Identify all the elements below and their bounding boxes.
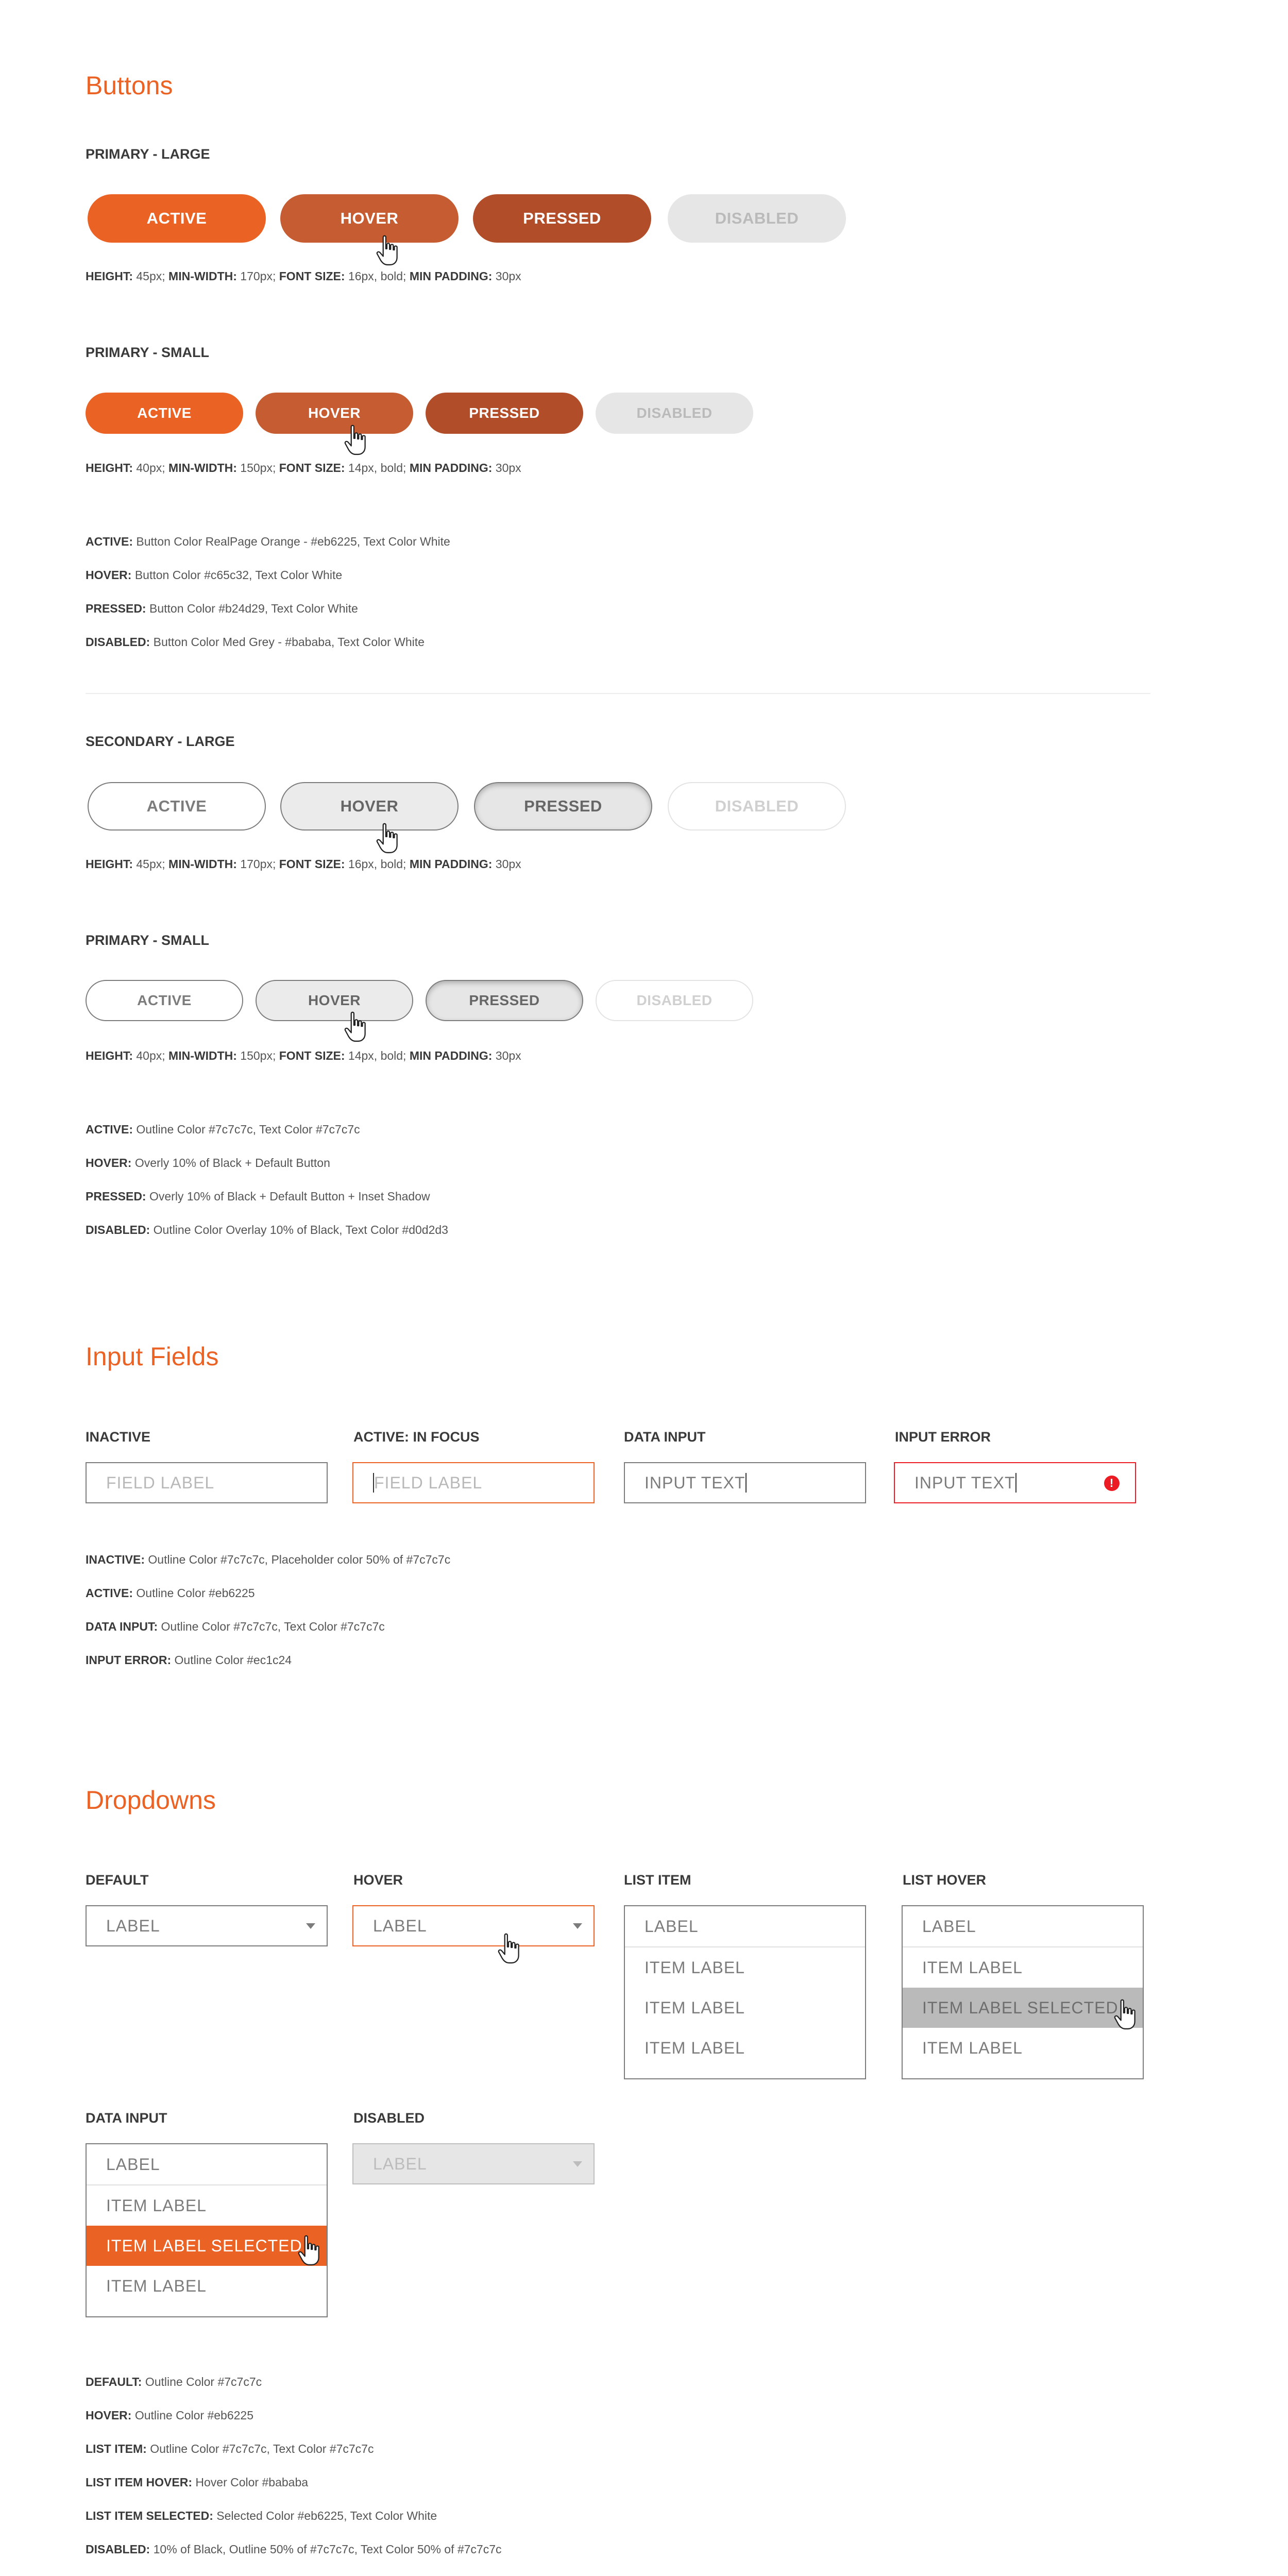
secondary-large-active-button[interactable]: ACTIVE	[88, 782, 266, 831]
dropdown-note-selected: LIST ITEM SELECTED: Selected Color #eb6225, Text Color White	[86, 2509, 437, 2522]
secondary-small-pressed-button[interactable]: PRESSED	[426, 980, 583, 1021]
primary-note-disabled: DISABLED: Button Color Med Grey - #bababa, Text Color White	[86, 635, 425, 649]
error-input-value: INPUT TEXT	[914, 1473, 1015, 1492]
caret-down-icon	[573, 2161, 582, 2167]
secondary-small-label: PRIMARY - SMALL	[86, 933, 209, 948]
primary-small-spec: HEIGHT: 40px; MIN-WIDTH: 150px; FONT SIZE: 14px, bold; MIN PADDING: 30px	[86, 461, 521, 474]
primary-small-label: PRIMARY - SMALL	[86, 345, 209, 360]
secondary-large-hover-button[interactable]: HOVER	[280, 782, 459, 831]
list-item-dropdown[interactable]	[624, 1905, 866, 2079]
list-item[interactable]: ITEM LABEL	[106, 2276, 207, 2295]
dropdown-note-hover: HOVER: Outline Color #eb6225	[86, 2409, 254, 2422]
text-caret	[1015, 1473, 1016, 1493]
input-focus-label: ACTIVE: IN FOCUS	[353, 1429, 480, 1445]
hand-cursor-icon	[497, 1933, 521, 1964]
caret-down-icon	[573, 1923, 582, 1929]
dropdown-data-input-label: DATA INPUT	[86, 2110, 167, 2126]
dropdown-note-list-item: LIST ITEM: Outline Color #7c7c7c, Text Color #7c7c7c	[86, 2442, 374, 2455]
dropdown-note-disabled: DISABLED: 10% of Black, Outline 50% of #7c7c7c, Text Color 50% of #7c7c7c	[86, 2543, 502, 2556]
secondary-large-disabled-button: DISABLED	[668, 782, 846, 831]
error-input[interactable]	[894, 1462, 1136, 1503]
input-note-error: INPUT ERROR: Outline Color #ec1c24	[86, 1653, 292, 1667]
disabled-dropdown	[352, 2143, 595, 2184]
primary-small-disabled-button: DISABLED	[596, 393, 753, 434]
primary-large-pressed-button[interactable]: PRESSED	[473, 194, 651, 243]
default-dropdown[interactable]	[86, 1905, 328, 1946]
dropdown-list-hover-label: LIST HOVER	[903, 1872, 987, 1888]
list-item-selected[interactable]: ITEM LABEL SELECTED	[87, 2226, 327, 2266]
focused-input-placeholder: FIELD LABEL	[374, 1473, 483, 1492]
data-input-dropdown[interactable]	[86, 2143, 328, 2317]
list-item[interactable]: ITEM LABEL	[922, 1958, 1023, 1977]
section-divider	[86, 693, 1150, 694]
list-item[interactable]: ITEM LABEL	[645, 1958, 745, 1977]
input-fields-section-title: Input Fields	[86, 1342, 219, 1371]
secondary-small-hover-button[interactable]: HOVER	[256, 980, 413, 1021]
list-hover-dropdown[interactable]	[902, 1905, 1144, 2079]
input-data-label: DATA INPUT	[624, 1429, 706, 1445]
primary-large-hover-button[interactable]: HOVER	[280, 194, 459, 243]
primary-large-spec: HEIGHT: 45px; MIN-WIDTH: 170px; FONT SIZE: 16px, bold; MIN PADDING: 30px	[86, 269, 521, 283]
hand-cursor-icon	[375, 235, 400, 266]
primary-note-hover: HOVER: Button Color #c65c32, Text Color White	[86, 568, 343, 582]
caret-down-icon	[306, 1923, 315, 1929]
secondary-note-hover: HOVER: Overly 10% of Black + Default Button	[86, 1156, 330, 1170]
hand-cursor-icon	[1113, 1999, 1138, 2030]
buttons-section-title: Buttons	[86, 71, 173, 100]
hand-cursor-icon	[343, 425, 368, 455]
dropdown-value: LABEL	[106, 1916, 160, 1935]
primary-small-active-button[interactable]: ACTIVE	[86, 393, 243, 434]
dropdowns-section-title: Dropdowns	[86, 1786, 216, 1815]
hand-cursor-icon	[343, 1011, 368, 1042]
primary-large-label: PRIMARY - LARGE	[86, 146, 210, 162]
text-caret	[745, 1473, 747, 1493]
dropdown-head[interactable]: LABEL	[625, 1906, 865, 1947]
secondary-small-active-button[interactable]: ACTIVE	[86, 980, 243, 1021]
dropdown-default-label: DEFAULT	[86, 1872, 149, 1888]
secondary-note-pressed: PRESSED: Overly 10% of Black + Default Button + Inset Shadow	[86, 1190, 430, 1203]
hand-cursor-icon	[375, 823, 400, 854]
secondary-large-label: SECONDARY - LARGE	[86, 734, 235, 749]
secondary-large-spec: HEIGHT: 45px; MIN-WIDTH: 170px; FONT SIZE: 16px, bold; MIN PADDING: 30px	[86, 857, 521, 871]
focused-input[interactable]	[352, 1462, 595, 1503]
inactive-input[interactable]: FIELD LABEL	[86, 1462, 328, 1503]
dropdown-value: LABEL	[373, 1916, 427, 1935]
primary-note-active: ACTIVE: Button Color RealPage Orange - #eb6225, Text Color White	[86, 535, 450, 548]
primary-small-hover-button[interactable]: HOVER	[256, 393, 413, 434]
secondary-large-pressed-button[interactable]: PRESSED	[474, 782, 652, 831]
input-error-label: INPUT ERROR	[895, 1429, 991, 1445]
secondary-small-spec: HEIGHT: 40px; MIN-WIDTH: 150px; FONT SIZE: 14px, bold; MIN PADDING: 30px	[86, 1049, 521, 1062]
dropdown-note-list-hover: LIST ITEM HOVER: Hover Color #bababa	[86, 2476, 309, 2489]
list-item-hovered[interactable]: ITEM LABEL SELECTED	[903, 1988, 1143, 2028]
input-note-active: ACTIVE: Outline Color #eb6225	[86, 1586, 255, 1600]
data-input[interactable]	[624, 1462, 866, 1503]
list-item[interactable]: ITEM LABEL	[645, 1998, 745, 2017]
input-inactive-label: INACTIVE	[86, 1429, 151, 1445]
primary-large-active-button[interactable]: ACTIVE	[88, 194, 266, 243]
list-item[interactable]: ITEM LABEL	[922, 2038, 1023, 2057]
dropdown-head[interactable]: LABEL	[87, 2144, 327, 2185]
input-note-inactive: INACTIVE: Outline Color #7c7c7c, Placeholder color 50% of #7c7c7c	[86, 1553, 451, 1566]
hover-dropdown[interactable]	[352, 1905, 595, 1946]
input-note-data: DATA INPUT: Outline Color #7c7c7c, Text Color #7c7c7c	[86, 1620, 385, 1633]
data-input-value: INPUT TEXT	[645, 1473, 745, 1492]
dropdown-value: LABEL	[373, 2154, 427, 2173]
primary-large-disabled-button: DISABLED	[668, 194, 846, 243]
secondary-note-active: ACTIVE: Outline Color #7c7c7c, Text Color #7c7c7c	[86, 1123, 360, 1136]
secondary-small-disabled-button: DISABLED	[596, 980, 753, 1021]
dropdown-note-default: DEFAULT: Outline Color #7c7c7c	[86, 2375, 262, 2388]
hand-cursor-icon	[297, 2235, 321, 2266]
dropdown-disabled-label: DISABLED	[353, 2110, 425, 2126]
primary-note-pressed: PRESSED: Button Color #b24d29, Text Color White	[86, 602, 358, 615]
primary-small-pressed-button[interactable]: PRESSED	[426, 393, 583, 434]
error-icon: !	[1104, 1476, 1120, 1491]
list-item[interactable]: ITEM LABEL	[645, 2038, 745, 2057]
list-item[interactable]: ITEM LABEL	[106, 2196, 207, 2215]
dropdown-head[interactable]: LABEL	[903, 1906, 1143, 1947]
dropdown-list-item-label: LIST ITEM	[624, 1872, 691, 1888]
dropdown-hover-label: HOVER	[353, 1872, 403, 1888]
secondary-note-disabled: DISABLED: Outline Color Overlay 10% of Black, Text Color #d0d2d3	[86, 1223, 448, 1236]
